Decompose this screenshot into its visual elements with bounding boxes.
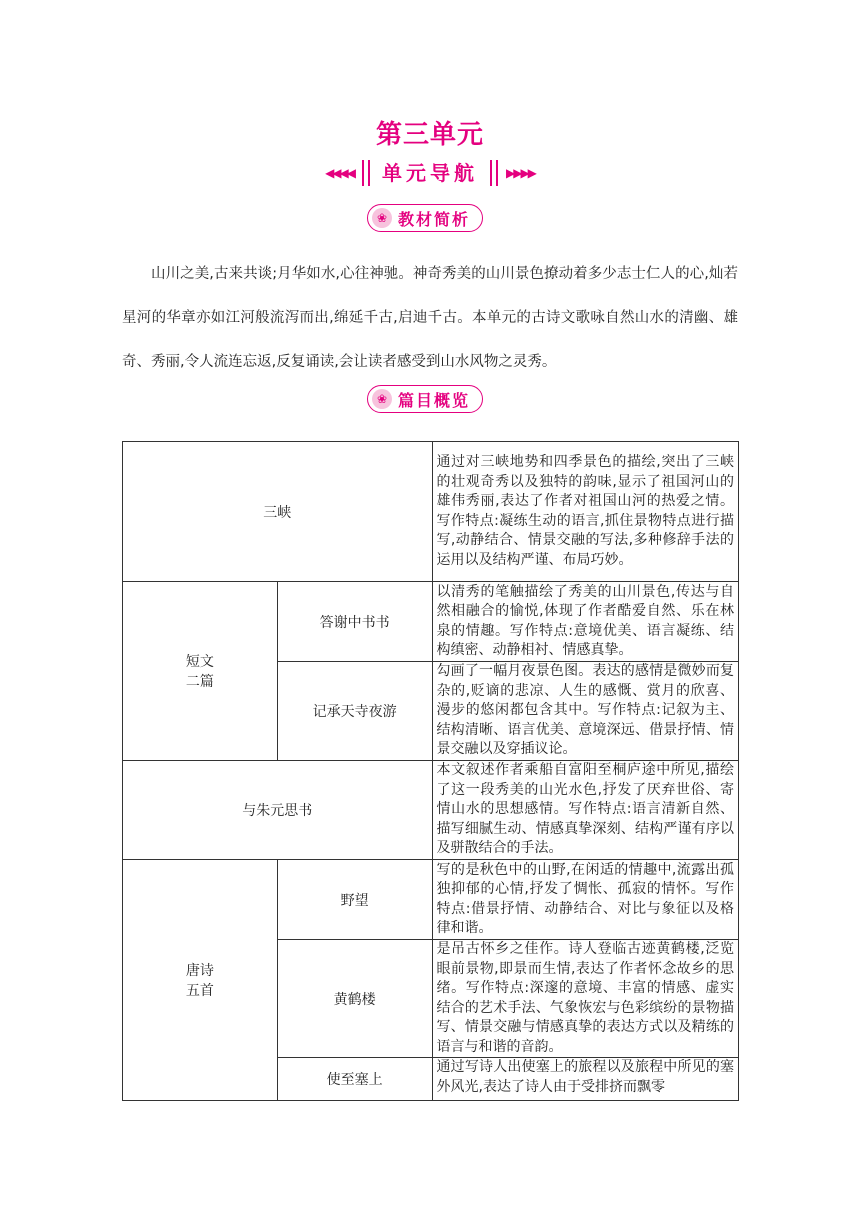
title-cell: 野望 [277,860,432,940]
table-row [123,860,739,940]
group-line: 唐诗 [185,963,214,979]
unit-title: 第三单元 [375,120,484,150]
desc-cell: 是吊古怀乡之佳作。诗人登临古迹黄鹤楼,泛览眼前景物,即景而生情,表达了作者怀念故乡的思绪。写作特点:深邃的意境、丰富的情感、虚实结合的艺术手法、气象恢宏与色彩缤纷的景物描写、情景交融与情感真挚的表达方式以及精练的语言与和谐的音韵。 [432,940,739,1058]
desc-cell: 本文叙述作者乘船自富阳至桐庐途中所见,描绘了这一段秀美的山光水色,抒发了厌弃世俗、寄情山水的思想感情。写作特点:语言清新自然、描写细腻生动、情感真挚深刻、结构严谨有序以及骈散结合的手法。 [432,761,739,860]
desc-cell [432,1058,739,1101]
title-cell: 与朱元思书 [123,761,433,860]
title-cell: 三峡 [123,442,433,582]
section-overview [367,385,483,413]
table-row [123,761,739,860]
right-arrows-icon: ▶▶▶▶ [506,166,535,180]
desc-cell: 以清秀的笔触描绘了秀美的山川景色,传达与自然相融合的愉悦,体现了作者酷爱自然、乐在林泉的情趣。写作特点:意境优美、语言凝练、结构缜密、动静相衬、情感真挚。 [432,582,739,662]
unit-nav-banner [0,158,860,188]
group-cell [123,582,278,761]
section-overview-label: 篇目概览 [398,390,471,410]
intro-paragraph: 山川之美,古来共谈;月华如水,心往神驰。神奇秀美的山川景色撩动着多少志士仁人的心,灿若星河的华章亦如江河般流泻而出,绵延千古,启迪千古。本单元的古诗文歌咏自然山水的清幽、雄奇、秀丽,令人流连忘返,反复诵读,会让读者感受到山水风物之灵秀。 [122,266,738,370]
section-textbook-label: 教材简析 [398,209,471,229]
overview-table [122,441,739,1101]
book-icon: ❀ [372,208,392,228]
desc-cell: 勾画了一幅月夜景色图。表达的感情是微妙而复杂的,贬谪的悲凉、人生的感慨、赏月的欣喜、漫步的悠闲都包含其中。写作特点:记叙为主、结构清晰、语言优美、意境深远、借景抒情、情景交融以及穿插议论。 [432,662,739,761]
book-icon: ❀ [372,389,392,409]
group-line: 短文 [185,654,214,670]
desc-cell: 写的是秋色中的山野,在闲适的情趣中,流露出孤独抑郁的心情,抒发了惆怅、孤寂的情怀。写作特点:借景抒情、动静结合、对比与象征以及格律和谐。 [432,860,739,940]
group-line: 五首 [185,983,214,999]
desc-cell: 通过对三峡地势和四季景色的描绘,突出了三峡的壮观奇秀以及独特的韵味,显示了祖国河山的雄伟秀丽,表达了作者对祖国山河的热爱之情。写作特点:凝练生动的语言,抓住景物特点进行描写,动静结合、情景交融的写法,多种修辞手法的运用以及结构严谨、布局巧妙。 [432,442,739,582]
section-textbook [367,204,483,232]
title-cell: 黄鹤楼 [277,940,432,1058]
title-cell: 使至塞上 [277,1058,432,1101]
group-cell [123,860,278,1101]
title-cell: 记承天寺夜游 [277,662,432,761]
group-line: 二篇 [185,674,214,690]
unit-nav-label: 单元导航 [372,160,488,186]
left-arrows-icon: ◀◀◀◀ [325,166,354,180]
desc-text: 通过写诗人出使塞上的旅程以及旅程中所见的塞外风光,表达了诗人由于受排挤而飘零 [436,1059,734,1095]
title-cell: 答谢中书书 [277,582,432,662]
table-row [123,442,739,582]
table-row [123,582,739,662]
